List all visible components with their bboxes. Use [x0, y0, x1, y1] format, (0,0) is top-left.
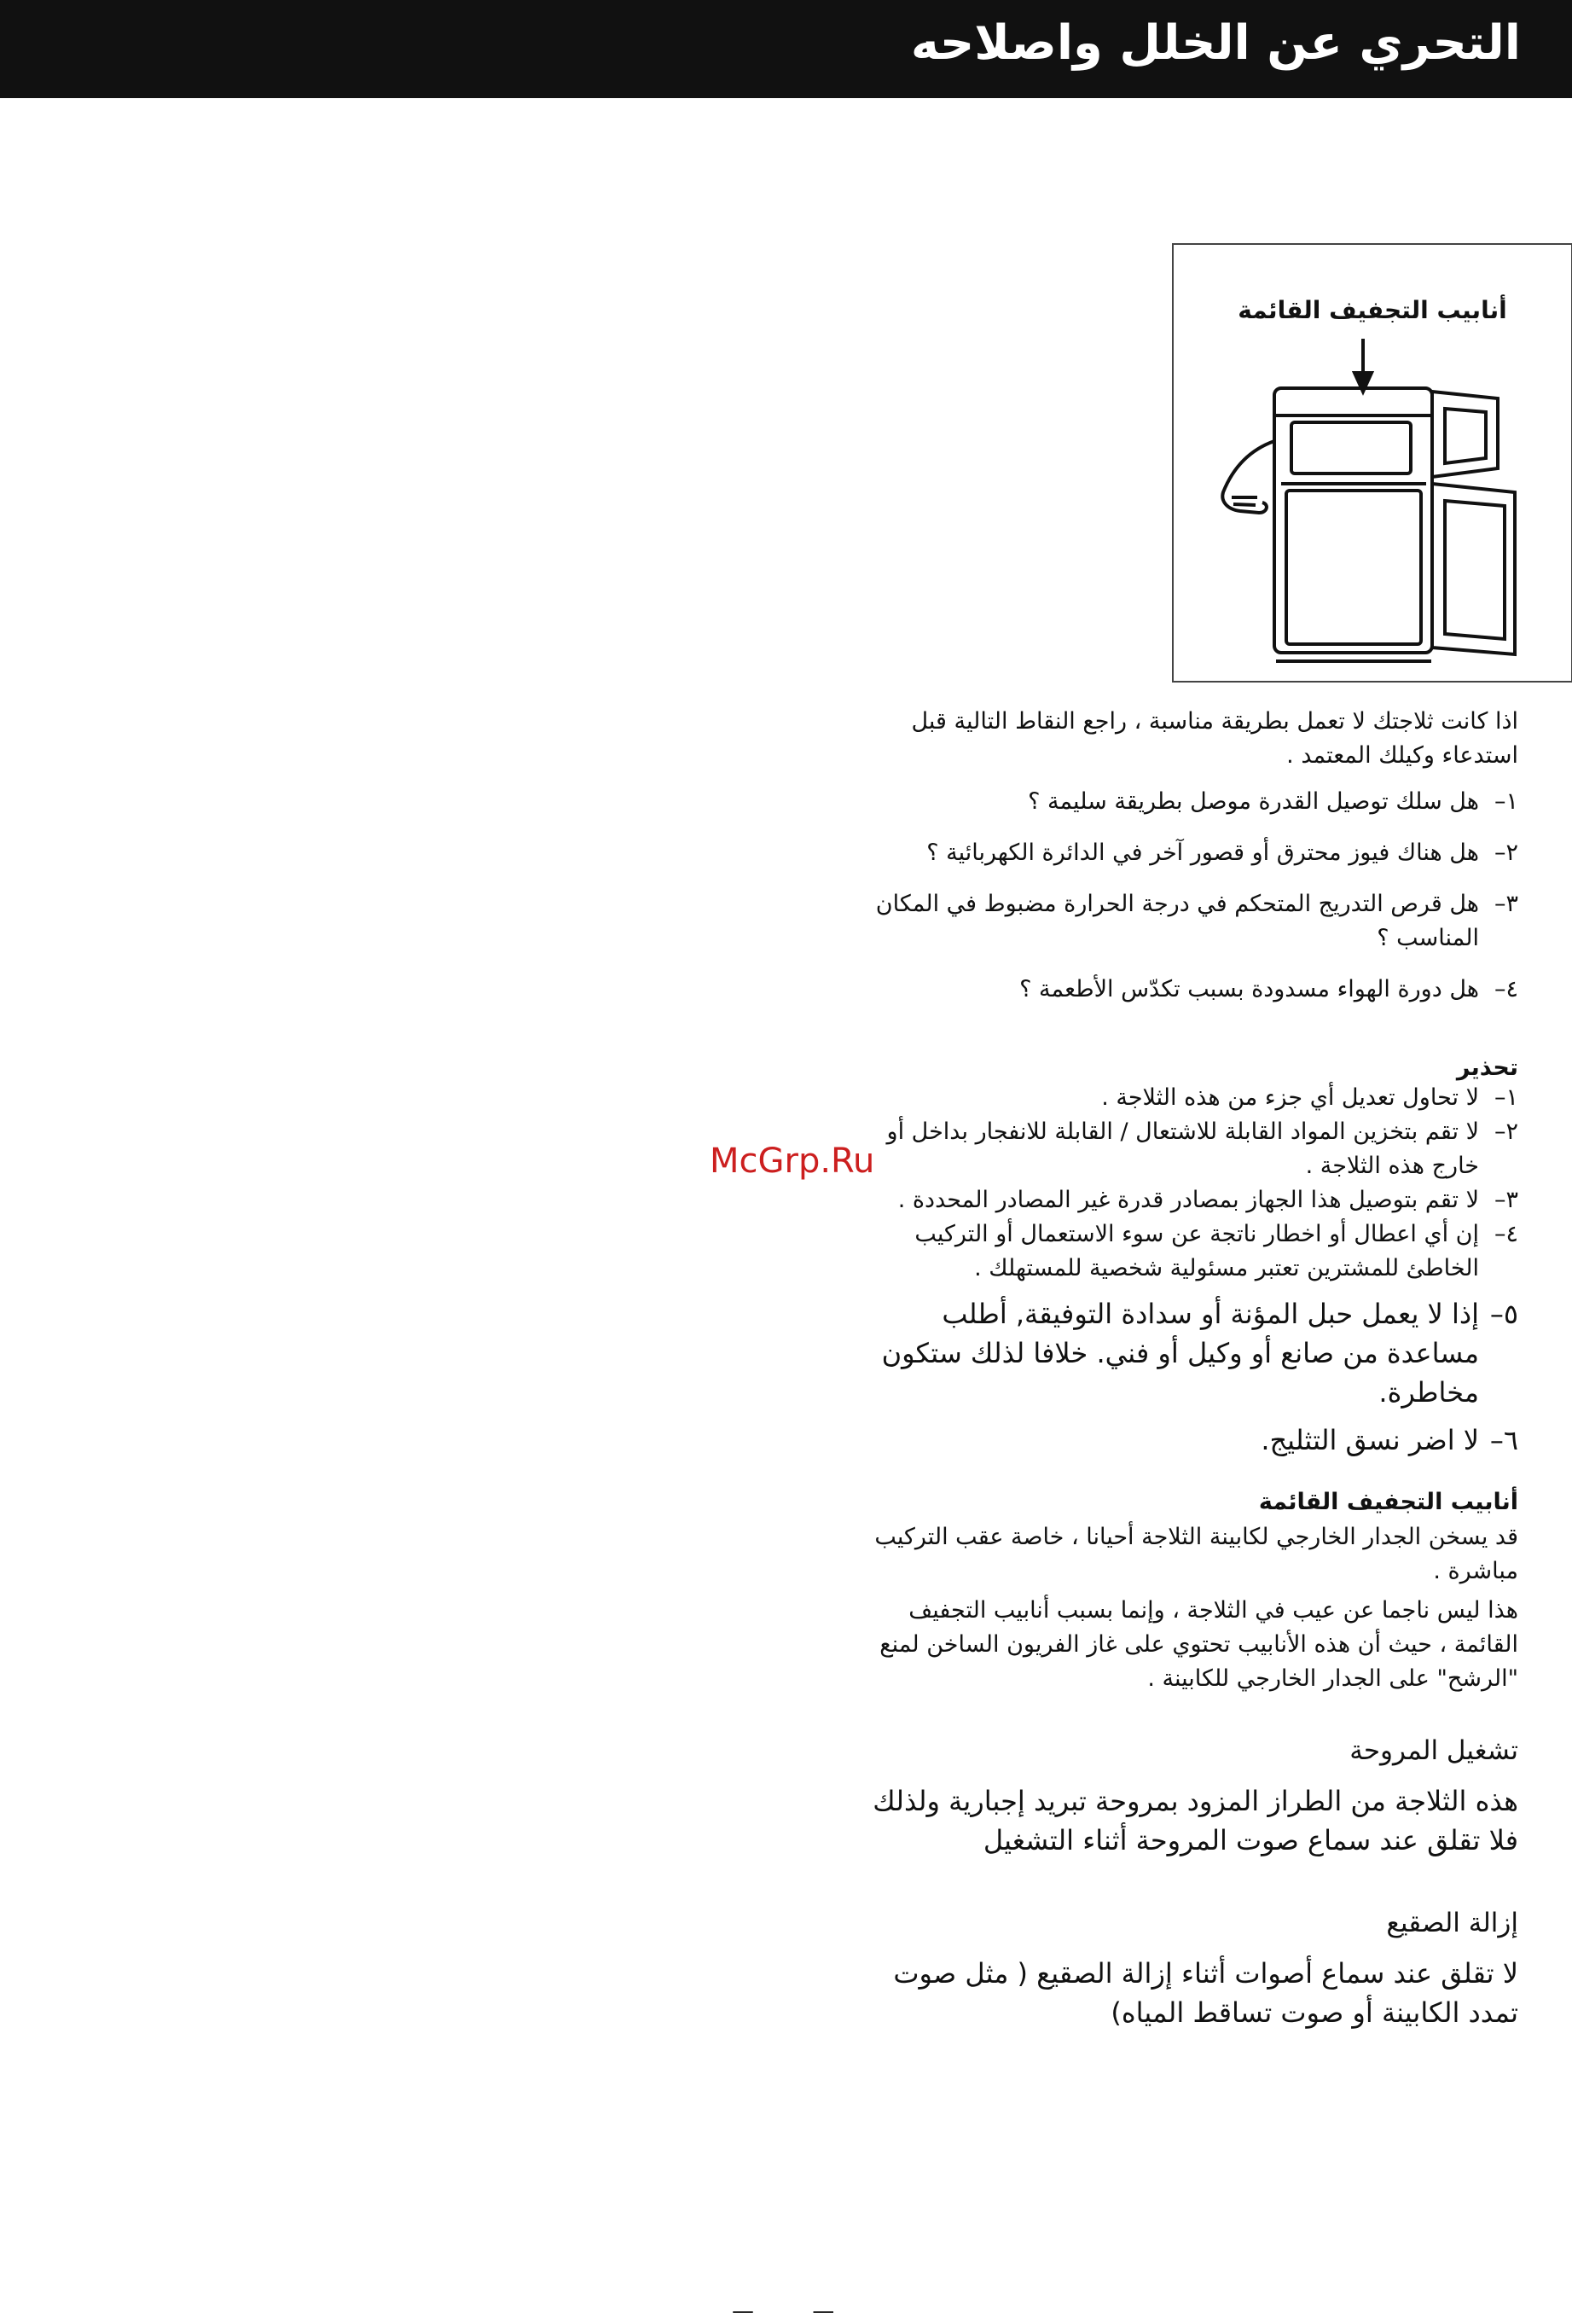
check-item: ١– هل سلك توصيل القدرة موصل بطريقة سليمة ؟	[1028, 788, 1518, 815]
drying-pipes-paragraph: هذا ليس ناجما عن عيب في الثلاجة ، وإنما بسبب أنابيب التجفيف القائمة ، حيث أن هذه الأنابيب تحتوي على غاز الفريون الساخن لمنع "الرشح" على الجدار الخارجي للكابينة .	[879, 1597, 1518, 1692]
figure-box	[1172, 243, 1572, 683]
drying-pipes-paragraph: قد يسخن الجدار الخارجي لكابينة الثلاجة أحيانا ، خاصة عقب التركيب مباشرة .	[874, 1524, 1518, 1584]
warning-title: تحذير	[1456, 1055, 1518, 1081]
warning-item: ٦– لا اضر نسق التثليج.	[1261, 1424, 1518, 1456]
warning-item: ٥– إذا لا يعمل حبل المؤنة أو سدادة التوفيقة, أطلب مساعدة من صانع أو وكيل أو فني. خلافا لذلك ستكون مخاطرة.	[881, 1298, 1518, 1409]
defrost-paragraph: لا تقلق عند سماع أصوات أثناء إزالة الصقيع ( مثل صوت تمدد الكابينة أو صوت تساقط المياه)	[893, 1957, 1518, 2029]
warning-item: ٣– لا تقم بتوصيل هذا الجهاز بمصادر قدرة غير المصادر المحددة .	[897, 1187, 1518, 1213]
page-footer: — —	[732, 2298, 861, 2324]
check-item: ٢– هل هناك فيوز محترق أو قصور آخر في الدائرة الكهربائية ؟	[926, 840, 1518, 866]
warning-item: ٢– لا تقم بتخزين المواد القابلة للاشتعال / القابلة للانفجار بداخل أو خارج هذه الثلاجة .	[886, 1118, 1518, 1179]
watermark: McGrp.Ru	[710, 1142, 875, 1181]
fan-paragraph: هذه الثلاجة من الطراز المزود بمروحة تبريد إجبارية ولذلك فلا تقلق عند سماع صوت المروحة أثناء التشغيل	[873, 1785, 1518, 1856]
check-item: ٤– هل دورة الهواء مسدودة بسبب تكدّس الأطعمة ؟	[1019, 976, 1518, 1002]
drying-pipes-title: أنابيب التجفيف القائمة	[1258, 1489, 1518, 1515]
defrost-title: إزالة الصقيع	[1386, 1908, 1518, 1938]
check-item: ٣– هل قرص التدريج المتحكم في درجة الحرارة مضبوط في المكان المناسب ؟	[875, 891, 1518, 951]
intro-paragraph: اذا كانت ثلاجتك لا تعمل بطريقة مناسبة ، راجع النقاط التالية قبل استدعاء وكيلك المعتمد .	[911, 708, 1518, 769]
figure-label: أنابيب التجفيف القائمة	[1238, 296, 1507, 324]
warning-item: ١– لا تحاول تعديل أي جزء من هذه الثلاجة .	[1101, 1084, 1518, 1111]
refrigerator-illustration	[1174, 245, 1571, 681]
page-title: التحري عن الخلل واصلاحه	[910, 15, 1521, 71]
warning-item: ٤– إن أي اعطال أو اخطار ناتجة عن سوء الاستعمال أو التركيب الخاطئ للمشترين تعتبر مسئولية شخصية للمستهلك .	[914, 1221, 1518, 1281]
header-bar	[0, 0, 1572, 98]
fan-title: تشغيل المروحة	[1349, 1735, 1518, 1766]
